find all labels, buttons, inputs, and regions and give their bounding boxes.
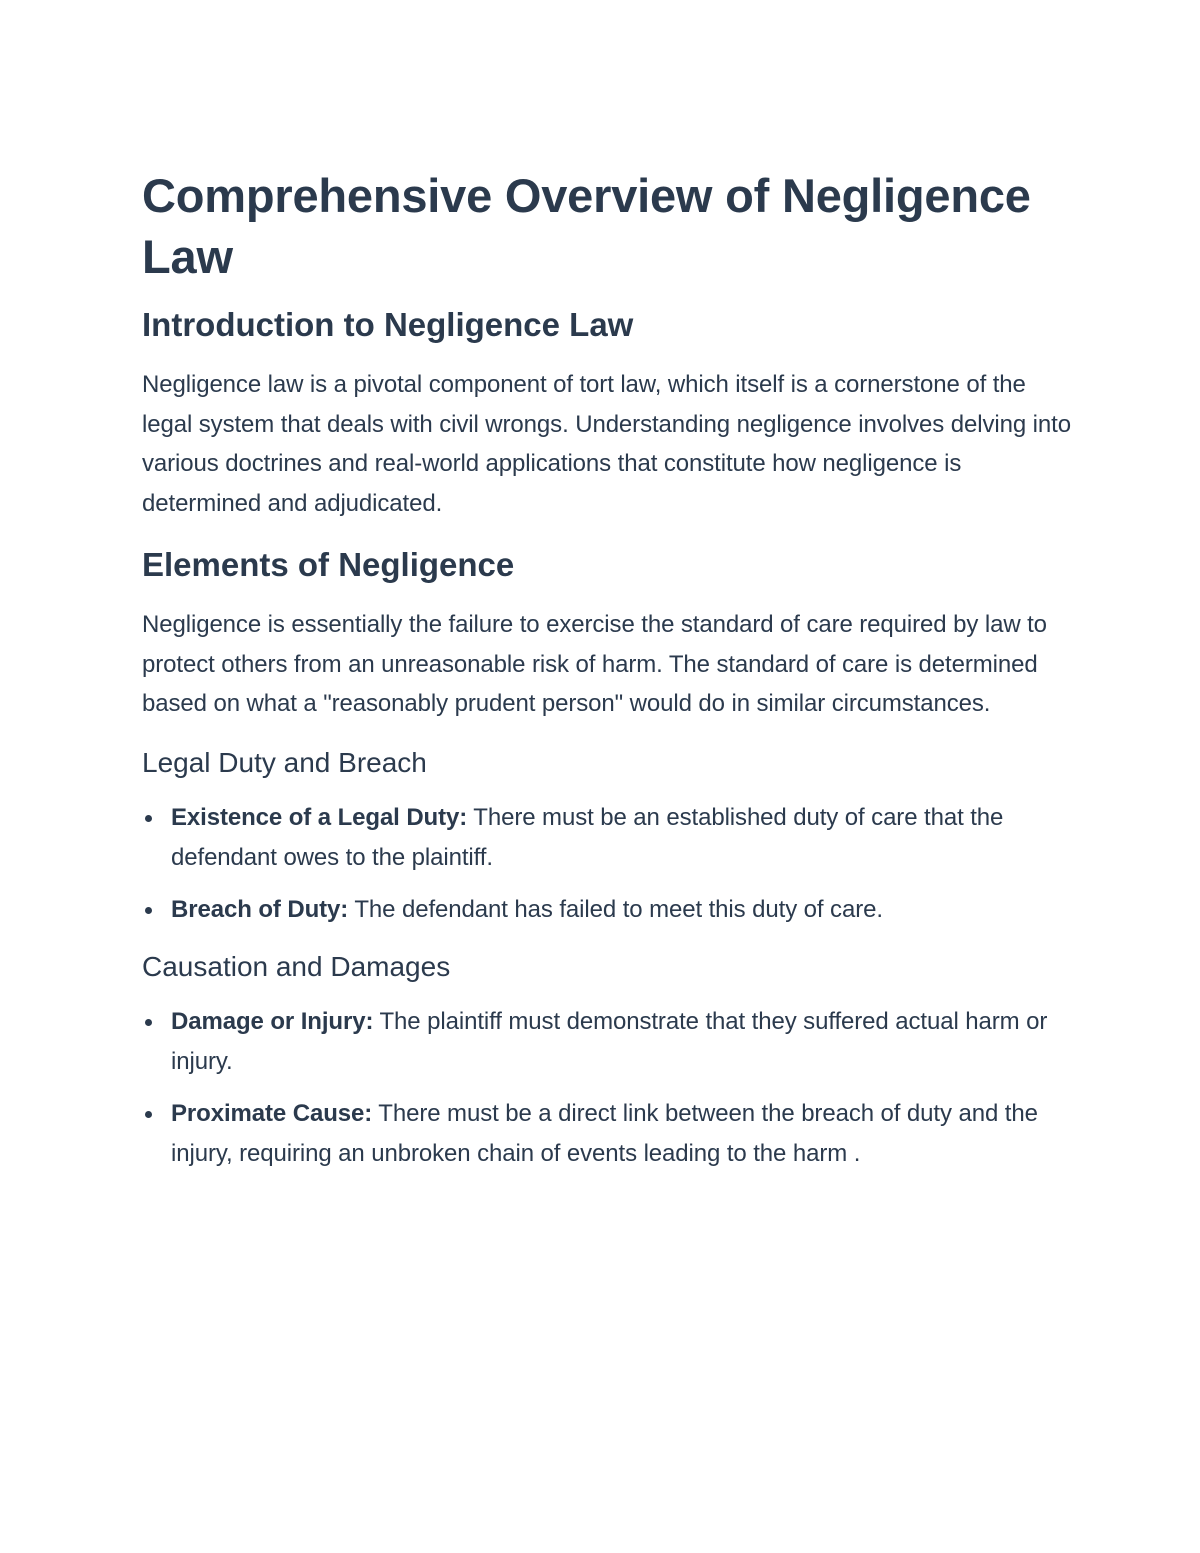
list-item-text: There must be an established duty of care that the defendant owes to the plaintiff. [171,803,1004,871]
introduction-paragraph: Negligence law is a pivotal component of tort law, which itself is a cornerstone of the legal system that deals with civil wrongs. Understanding negligence involves delving into various doctrines and real-world applications that constitute how negligence is determined and adjudicated. [142,371,1071,517]
bullet-icon [145,1019,152,1026]
bullet-icon [145,815,152,822]
list-item-text: There must be a direct link between the breach of duty and the injury, requiring an unbroken chain of events leading to the harm . [171,1099,1038,1167]
list-item-term: Damage or Injury: [171,1007,374,1035]
elements-paragraph: Negligence is essentially the failure to exercise the standard of care required by law to protect others from an unreasonable risk of harm. The standard of care is determined based on what a "reasonably prudent person" would do in similar circumstances. [142,611,1047,717]
list-item-term: Proximate Cause: [171,1099,373,1127]
document-page [142,165,1072,1192]
document-title: Comprehensive Overview of Negligence Law [142,169,1031,283]
list-item-term: Existence of a Legal Duty: [171,803,468,831]
subsection-heading-causation-damages: Causation and Damages [142,950,451,982]
section-heading-introduction: Introduction to Negligence Law [142,306,634,343]
list-item-text: The defendant has failed to meet this duty of care. [354,895,883,923]
duty-breach-list [142,798,1072,930]
list-item [142,798,1072,878]
section-heading-elements: Elements of Negligence [142,546,515,583]
causation-damages-list [142,1002,1072,1174]
list-item-term: Breach of Duty: [171,895,349,923]
bullet-icon [145,1111,152,1118]
list-item [142,890,1072,930]
subsection-heading-duty-breach: Legal Duty and Breach [142,746,427,778]
bullet-icon [145,907,152,914]
list-item [142,1002,1072,1082]
list-item [142,1094,1072,1174]
list-item-text: The plaintiff must demonstrate that they suffered actual harm or injury. [171,1007,1048,1075]
